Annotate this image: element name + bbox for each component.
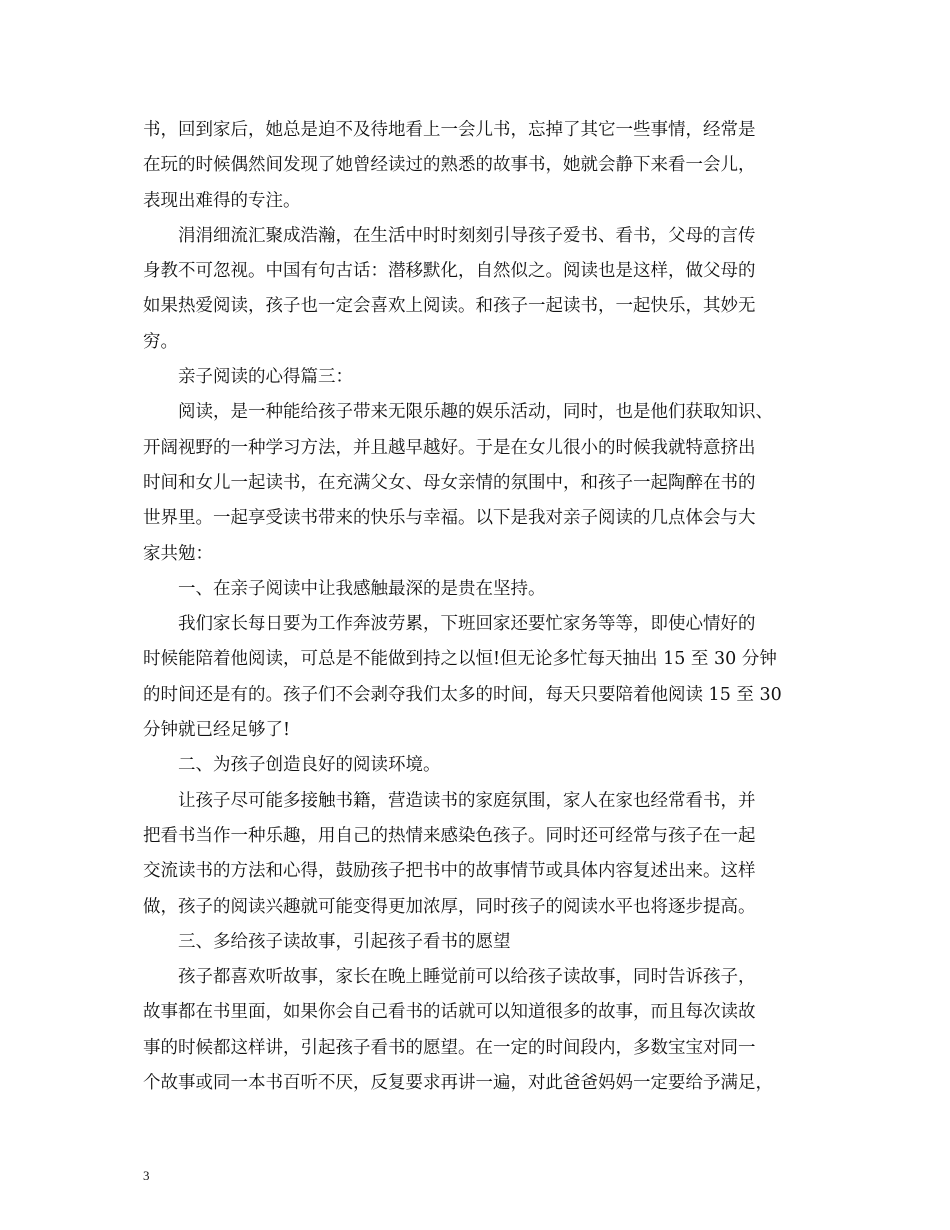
page-number: 3	[143, 1168, 150, 1183]
text-line: 开阔视野的一种学习方法，并且越早越好。于是在女儿很小的时候我就特意挤出	[143, 437, 756, 458]
text-line: 涓涓细流汇聚成浩瀚，在生活中时时刻刻引导孩子爱书、看书，父母的言传	[178, 225, 756, 246]
text-line: 事的时候都这样讲，引起孩子看书的愿望。在一定的时间段内，多数宝宝对同一	[143, 1037, 756, 1058]
text-line: 家共勉：	[143, 543, 213, 564]
text-line: 在玩的时候偶然间发现了她曾经读过的熟悉的故事书，她就会静下来看一会儿，	[143, 155, 756, 176]
text-line: 亲子阅读的心得篇三：	[178, 367, 353, 388]
text-line: 三、多给孩子读故事，引起孩子看书的愿望	[178, 931, 511, 952]
text-line: 如果热爱阅读，孩子也一定会喜欢上阅读。和孩子一起读书，一起快乐，其妙无	[143, 296, 756, 317]
body-text	[143, 113, 813, 1101]
text-line: 把看书当作一种乐趣，用自己的热情来感染色孩子。同时还可经常与孩子在一起	[143, 825, 756, 846]
text-line: 书，回到家后，她总是迫不及待地看上一会儿书，忘掉了其它一些事情，经常是	[143, 120, 756, 140]
text-line: 孩子都喜欢听故事，家长在晚上睡觉前可以给孩子读故事，同时告诉孩子，	[178, 967, 756, 988]
text-line: 阅读，是一种能给孩子带来无限乐趣的娱乐活动，同时，也是他们获取知识、	[178, 402, 773, 423]
text-line: 分钟就已经足够了!	[143, 720, 291, 741]
text-line: 个故事或同一本书百听不厌，反复要求再讲一遍，对此爸爸妈妈一定要给予满足，	[143, 1073, 773, 1094]
text-line: 世界里。一起享受读书带来的快乐与幸福。以下是我对亲子阅读的几点体会与大	[143, 508, 756, 529]
text-line: 我们家长每日要为工作奔波劳累，下班回家还要忙家务等等，即使心情好的	[178, 614, 756, 635]
text-line: 表现出难得的专注。	[143, 190, 301, 211]
text-line: 交流读书的方法和心得，鼓励孩子把书中的故事情节或具体内容复述出来。这样	[143, 861, 756, 882]
text-line: 穷。	[143, 331, 178, 352]
text-line: 一、在亲子阅读中让我感触最深的是贵在坚持。	[178, 578, 546, 599]
text-line: 的时间还是有的。孩子们不会剥夺我们太多的时间，每天只要陪着他阅读 15 至 30	[143, 684, 782, 705]
text-line: 故事都在书里面，如果你会自己看书的话就可以知道很多的故事，而且每次读故	[143, 1002, 756, 1023]
text-line: 时间和女儿一起读书，在充满父女、母女亲情的氛围中，和孩子一起陶醉在书的	[143, 472, 756, 493]
text-line: 身教不可忽视。中国有句古话：潜移默化，自然似之。阅读也是这样，做父母的	[143, 261, 756, 282]
text-line: 时候能陪着他阅读，可总是不能做到持之以恒!但无论多忙每天抽出 15 至 30 分钟	[143, 649, 777, 670]
text-line: 做，孩子的阅读兴趣就可能变得更加浓厚，同时孩子的阅读水平也将逐步提高。	[143, 896, 756, 917]
text-line: 二、为孩子创造良好的阅读环境。	[178, 755, 441, 776]
text-line: 让孩子尽可能多接触书籍，营造读书的家庭氛围，家人在家也经常看书，并	[178, 790, 756, 811]
